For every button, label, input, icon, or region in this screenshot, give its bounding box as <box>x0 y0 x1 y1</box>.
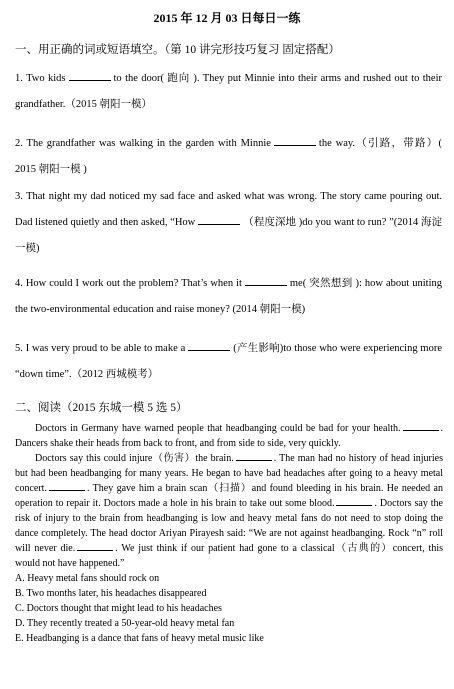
option-b: B. Two months later, his headaches disappeared <box>15 588 207 599</box>
passage-blank[interactable] <box>77 541 113 551</box>
passage-blank[interactable] <box>236 451 272 461</box>
passage-blank[interactable] <box>49 481 85 491</box>
option-a: A. Heavy metal fans should rock on <box>15 573 160 584</box>
question-4-text-b: me( 突然想到 ): how about uniting the two-environmental education and raise money? (2014 朝阳一模) <box>15 278 442 315</box>
page-title: 2015 年 12 月 03 日每日一练 <box>153 11 301 25</box>
answer-blank[interactable] <box>274 135 316 146</box>
question-3-text-a: 3. That night my dad noticed my sad face and asked what was wrong. The story came pouring out. Dad listened quietly and then asked, “How <box>15 191 442 228</box>
passage-text: Doctors say this could injure（伤害）the brain. <box>35 453 234 464</box>
question-4-text-a: 4. How could I work out the problem? That’s when it <box>15 278 242 289</box>
passage-text: . Dancers shake their heads from back to front, and from side to side, very quickly. <box>15 423 443 449</box>
passage-text: . They gave him a brain scan（扫描）and found bleeding in his brain. He needed an operation to repair it. Doctors made a hole in his brain to take out some blood. <box>15 483 443 509</box>
passage-paragraph-2 <box>15 451 443 571</box>
question-4 <box>15 271 442 323</box>
passage-text: . The man had no history of head injuries but had been headbanging for many years. He began to have bad headaches after going to a heavy metal concert. <box>15 453 443 494</box>
answer-blank[interactable] <box>245 275 287 286</box>
reading-passage <box>15 421 443 646</box>
section-2-heading: 二、阅读（2015 东城一模 5 选 5） <box>15 402 188 414</box>
passage-text: . We just think if our patient had gone to a classical（古典的）concert, this would not have happened.” <box>15 543 444 569</box>
passage-text: Doctors in Germany have warned people that headbanging could be bad for your health. <box>35 423 401 434</box>
option-d: D. They recently treated a 50-year-old heavy metal fan <box>15 618 235 629</box>
question-2 <box>15 131 442 183</box>
question-1-text-a: 1. Two kids <box>15 73 66 84</box>
question-2-text-a: 2. The grandfather was walking in the garden with Minnie <box>15 138 271 149</box>
question-1-text-b: to the door( 跑向 ). They put Minnie into their arms and rushed out to their grandfather.（2015 朝阳一模） <box>15 73 442 110</box>
passage-blank[interactable] <box>403 421 439 431</box>
answer-blank[interactable] <box>69 70 111 81</box>
question-5-text-a: 5. I was very proud to be able to make a <box>15 343 186 354</box>
question-3 <box>15 184 442 262</box>
options-list <box>15 571 443 646</box>
question-3-text-b: （程度深地 )do you want to run? ”(2014 海淀一模) <box>15 217 442 254</box>
passage-blank[interactable] <box>336 496 372 506</box>
answer-blank[interactable] <box>198 214 240 225</box>
option-e: E. Headbanging is a dance that fans of heavy metal music like <box>15 633 264 644</box>
answer-blank[interactable] <box>188 340 230 351</box>
question-2-text-b: the way.（引路，带路）( 2015 朝阳一模 ) <box>15 138 442 175</box>
question-1 <box>15 66 442 118</box>
passage-text: . Doctors say the risk of injury to the brain from headbanging is low and heavy metal fans do not need to stop doing the dance completely. The head doctor Ariyan Pirayesh said: “We are not against headbanging. Rock “n” roll will never die. <box>15 498 443 554</box>
option-c: C. Doctors thought that might lead to his headaches <box>15 603 222 614</box>
section-1-heading: 一、用正确的词或短语填空。（第 10 讲完形技巧复习 固定搭配） <box>15 44 340 56</box>
question-5 <box>15 336 442 388</box>
question-5-text-b: (产生影响)to those who were experiencing more “down time”.（2012 西城模考） <box>15 343 442 380</box>
passage-paragraph-1 <box>15 421 443 451</box>
